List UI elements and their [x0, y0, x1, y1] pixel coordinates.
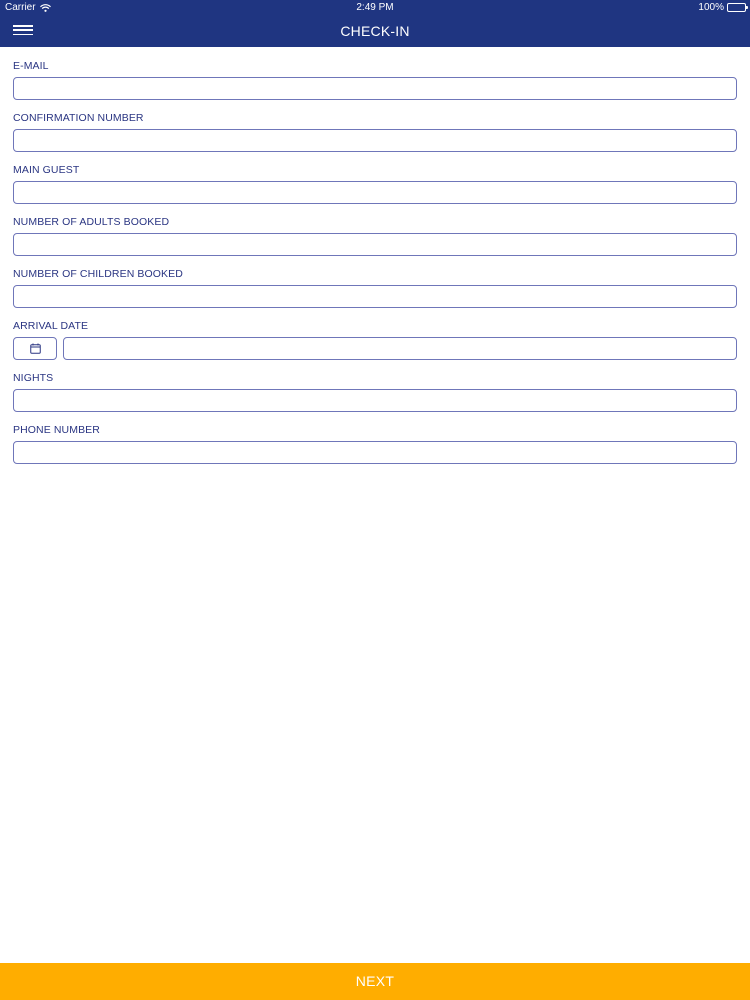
- status-time: 2:49 PM: [356, 2, 394, 13]
- confirmation-number-label: CONFIRMATION NUMBER: [13, 112, 144, 124]
- main-guest-label: MAIN GUEST: [13, 164, 80, 176]
- arrival-date-field-group: [13, 319, 737, 371]
- email-field[interactable]: [13, 77, 737, 100]
- arrival-date-label: ARRIVAL DATE: [13, 320, 89, 332]
- carrier-label: Carrier: [5, 2, 36, 13]
- arrival-date-row: [13, 337, 737, 360]
- nights-field-group: [13, 371, 737, 423]
- children-booked-field-group: [13, 267, 737, 319]
- phone-number-label: PHONE NUMBER: [13, 424, 100, 436]
- battery-icon: [727, 3, 746, 12]
- email-field-group: [13, 59, 737, 111]
- status-bar: [0, 0, 750, 15]
- phone-number-field-group: [13, 423, 737, 475]
- top-bar: [0, 0, 750, 47]
- adults-booked-field-group: [13, 215, 737, 267]
- main-guest-field-group: [13, 163, 737, 215]
- nav-bar: [0, 15, 750, 47]
- adults-booked-label: NUMBER OF ADULTS BOOKED: [13, 216, 170, 228]
- arrival-date-field[interactable]: [63, 337, 737, 360]
- children-booked-field[interactable]: [13, 285, 737, 308]
- main-guest-field[interactable]: [13, 181, 737, 204]
- confirmation-number-field[interactable]: [13, 129, 737, 152]
- phone-number-field[interactable]: [13, 441, 737, 464]
- email-label: E-MAIL: [13, 60, 49, 72]
- calendar-icon: [30, 343, 41, 354]
- nights-label: NIGHTS: [13, 372, 54, 384]
- status-battery: [698, 2, 746, 13]
- children-booked-label: NUMBER OF CHILDREN BOOKED: [13, 268, 183, 280]
- next-button[interactable]: NEXT: [0, 963, 750, 1000]
- date-picker-button[interactable]: [13, 337, 57, 360]
- nights-field[interactable]: [13, 389, 737, 412]
- adults-booked-field[interactable]: [13, 233, 737, 256]
- confirmation-number-field-group: [13, 111, 737, 163]
- battery-percent: 100%: [698, 2, 724, 13]
- page-title: CHECK-IN: [340, 23, 410, 39]
- check-in-form: [13, 59, 737, 475]
